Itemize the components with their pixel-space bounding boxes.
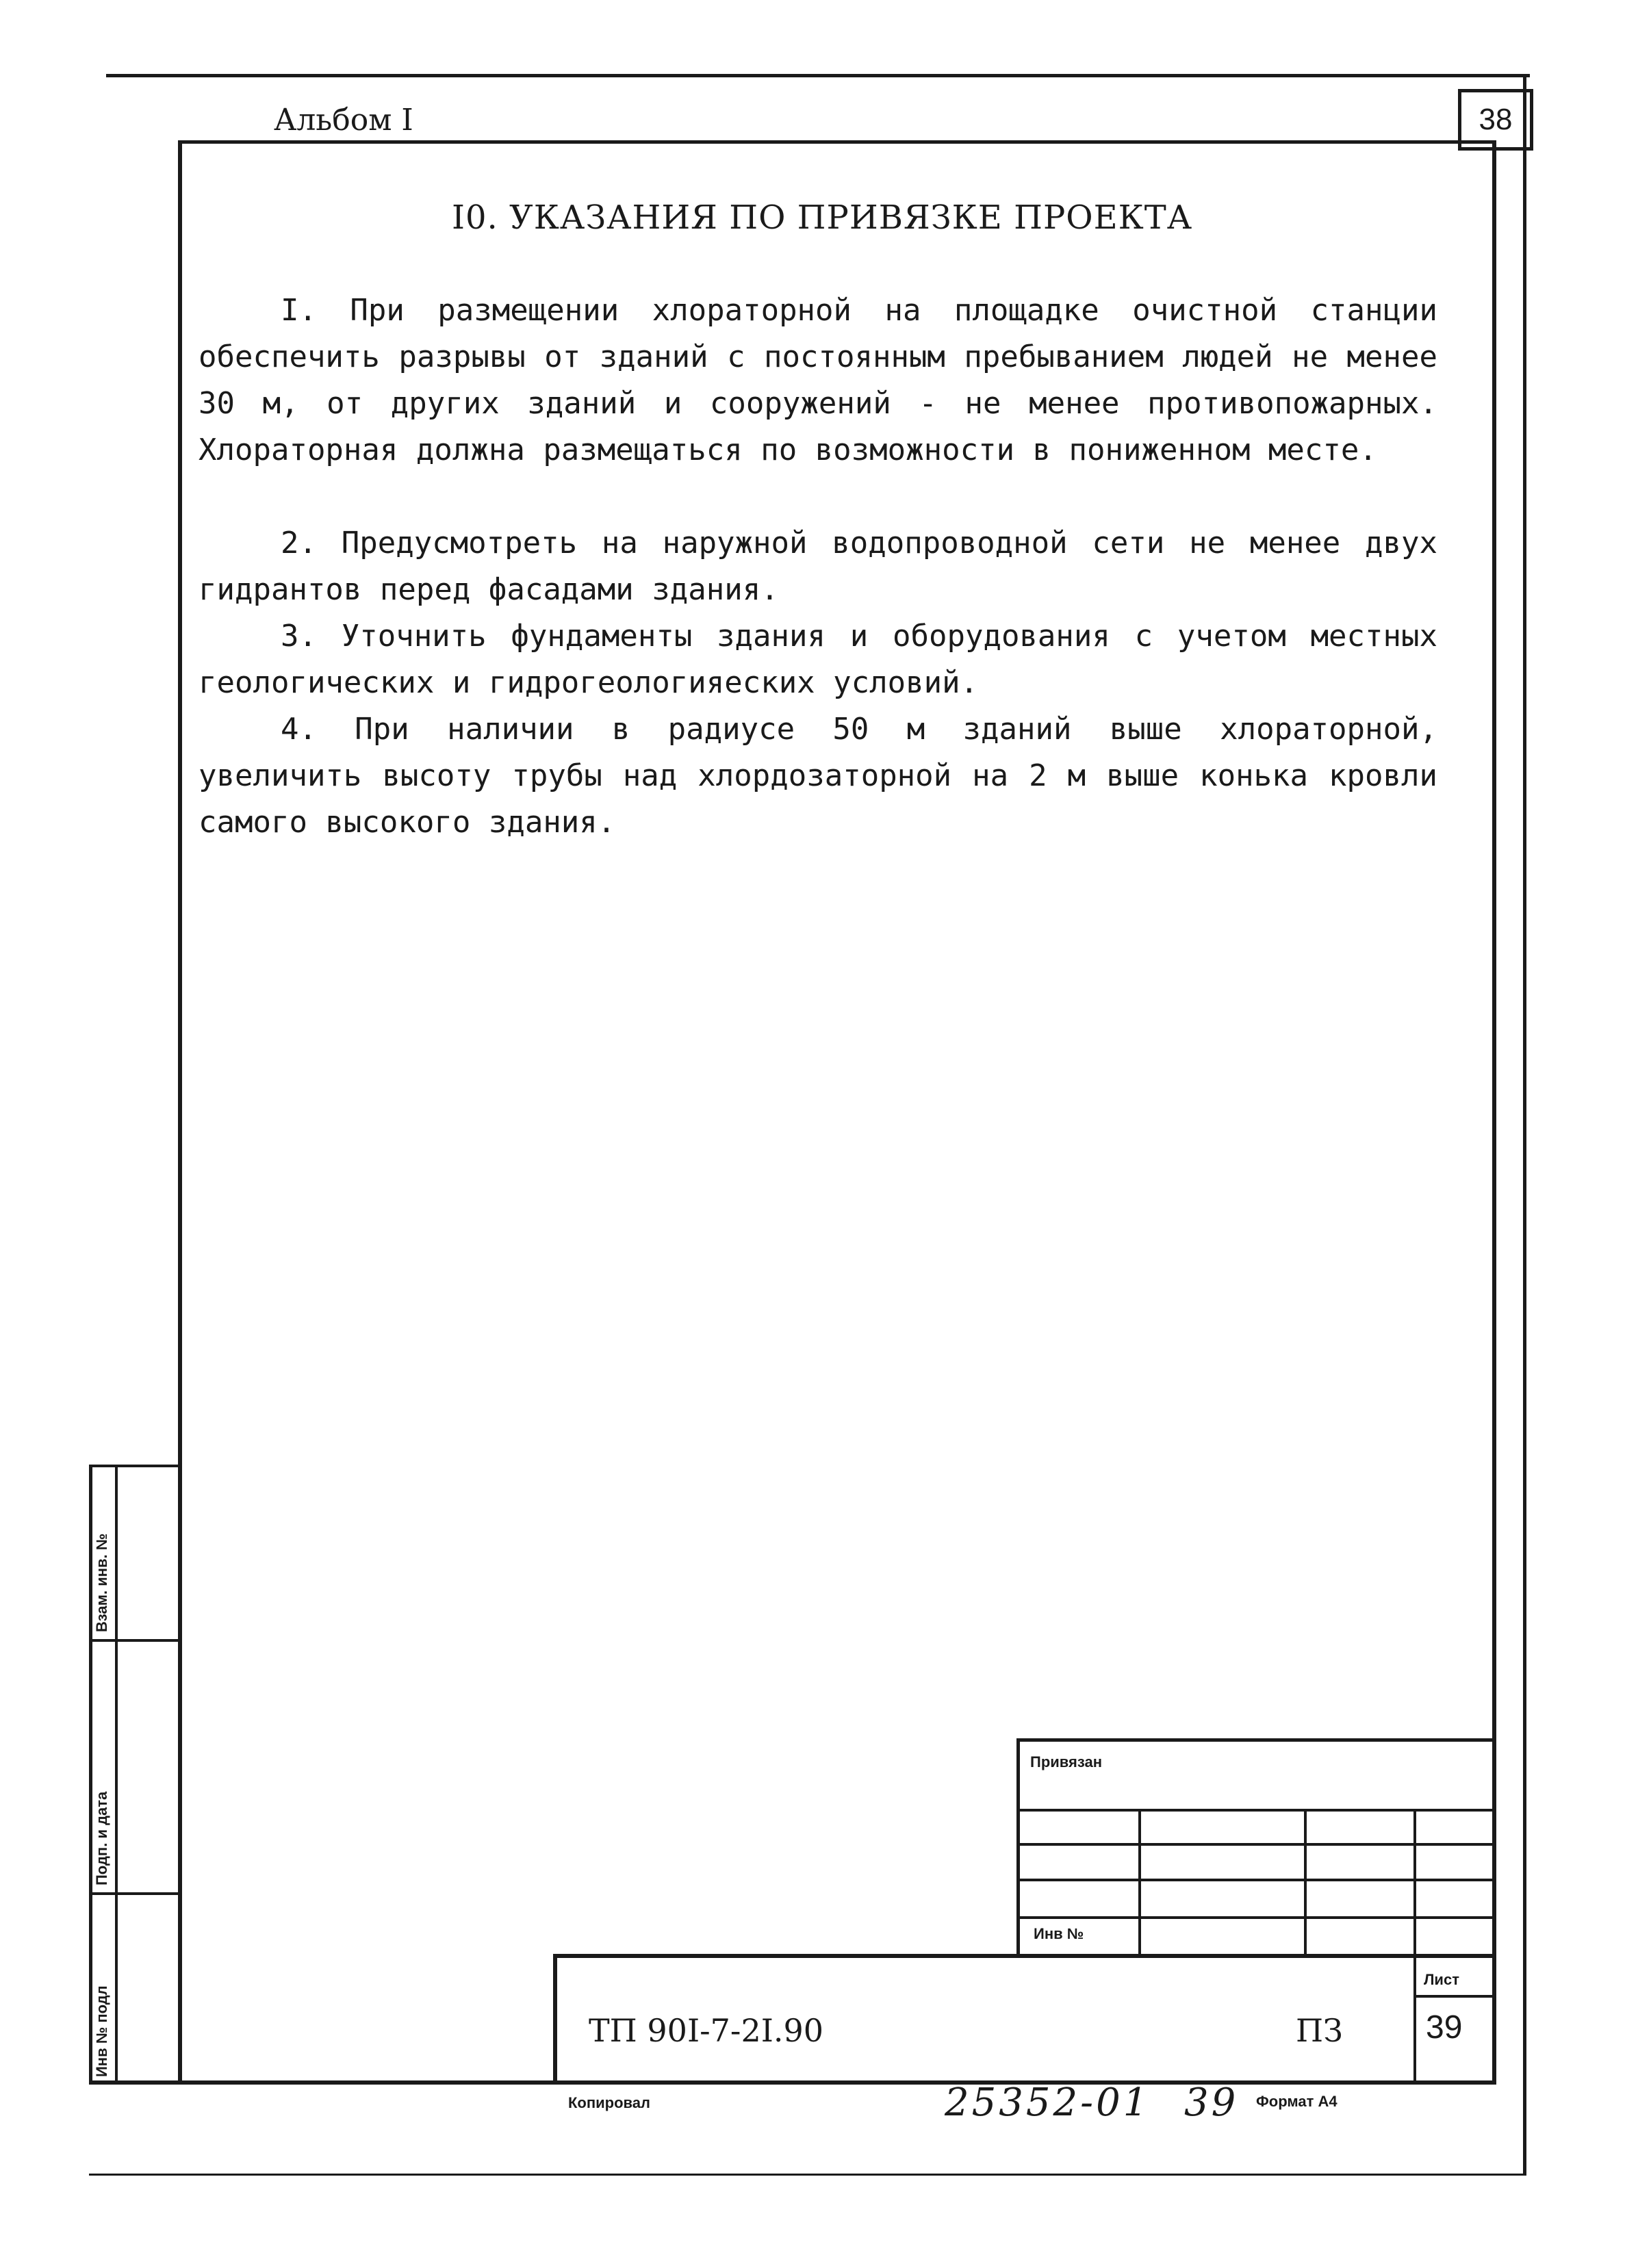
order-sheet: 39 — [1184, 2080, 1239, 2125]
format-label: Формат А4 — [1256, 2093, 1338, 2110]
document-type: ПЗ — [1296, 2012, 1343, 2049]
privyazan-row-3 — [1016, 1879, 1496, 1881]
privyazan-label: Привязан — [1030, 1753, 1103, 1770]
frame-bottom — [89, 2080, 1496, 2085]
privyazan-col-3 — [1413, 1809, 1416, 2083]
side-stamp-sep-1 — [89, 1639, 181, 1642]
side-stamp-sep-2 — [89, 1892, 181, 1895]
paragraph-2: 2. Предусмотреть на наружной водопроводной сети не менее двух гидрантов перед фасадами здания. — [199, 526, 1437, 607]
side-stamp-left-edge — [89, 1465, 92, 2084]
document-code: ТП 90I-7-2I.90 — [589, 2012, 824, 2049]
privyazan-col-2 — [1304, 1809, 1307, 1956]
bottom-page-line — [89, 2174, 1526, 2176]
list-label: Лист — [1424, 1971, 1459, 1988]
album-label: Альбом I — [274, 103, 413, 138]
sheet-number: 39 — [1426, 2009, 1463, 2046]
privyazan-row-2 — [1016, 1843, 1496, 1846]
page-number-box — [1458, 89, 1533, 151]
paragraph-3: 3. Уточнить фундаменты здания и оборудования с учетом местных геологических и гидрогеологияеских условий. — [199, 619, 1437, 700]
privyazan-row-4 — [1016, 1916, 1496, 1919]
inv-no-label: Инв № — [1034, 1925, 1084, 1942]
privyazan-top — [1016, 1738, 1496, 1742]
order-number: 25352-01 — [945, 2080, 1151, 2125]
frame-top — [178, 140, 1496, 144]
section-title: I0. УКАЗАНИЯ ПО ПРИВЯЗКЕ ПРОЕКТА — [452, 198, 1193, 237]
vzam-inv-label: Взам. инв. № — [93, 1533, 110, 1632]
kopiroval-label: Копировал — [568, 2094, 651, 2111]
outer-right-border — [1523, 74, 1526, 2175]
paragraph-4: 4. При наличии в радиусе 50 м зданий выше хлораторной, увеличить высоту трубы над хлордозаторной на 2 м выше конька кровли самого высокого здания. — [199, 712, 1437, 840]
title-block-left — [553, 1954, 557, 2084]
privyazan-left — [1016, 1738, 1020, 1957]
title-block-top — [553, 1954, 1496, 1958]
top-border-line — [106, 74, 1530, 77]
frame-right — [1492, 140, 1496, 2084]
frame-left — [178, 140, 182, 2084]
list-header-line — [1413, 1995, 1496, 1998]
podp-data-label: Подп. и дата — [93, 1791, 110, 1885]
privyazan-col-1 — [1138, 1809, 1141, 1956]
side-stamp-sep-top — [89, 1465, 181, 1467]
side-stamp-divider — [115, 1465, 118, 2084]
inv-podl-label: Инв № подл — [93, 1985, 110, 2077]
paragraph-1: I. При размещении хлораторной на площадке очистной станции обеспечить разрывы от зданий с постоянным пребыванием людей не менее 30 м, от других зданий и сооружений - не менее противопожарных. Хлораторная должна размещаться по возможности в пониженном месте. — [199, 293, 1437, 467]
privyazan-row-1 — [1016, 1809, 1496, 1812]
page-number: 38 — [1479, 103, 1513, 136]
